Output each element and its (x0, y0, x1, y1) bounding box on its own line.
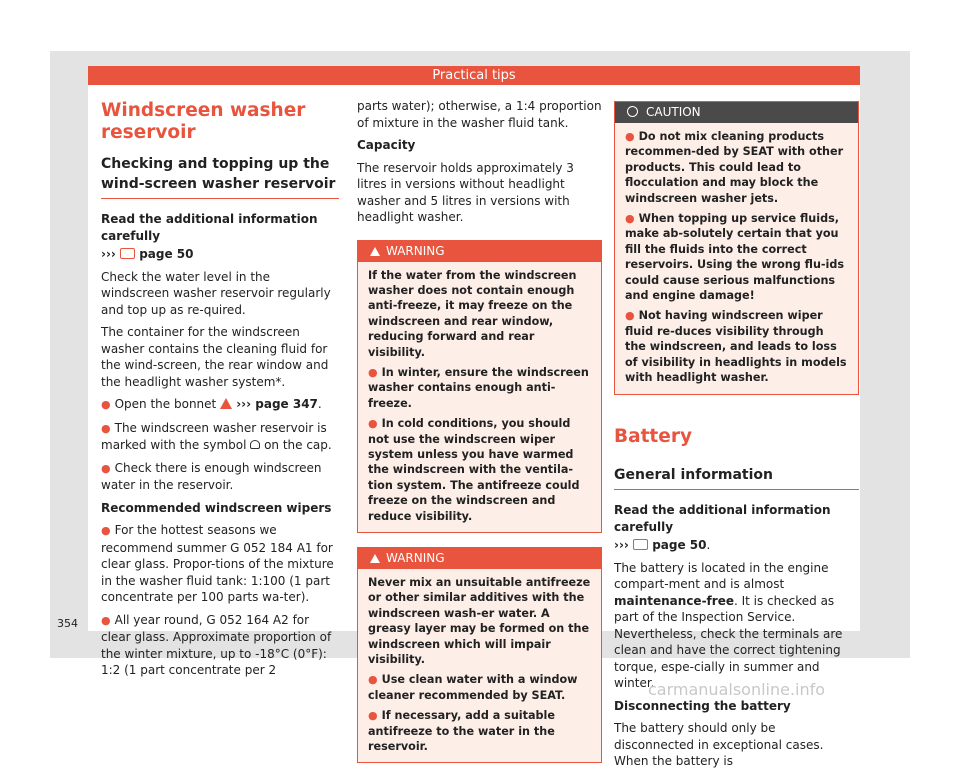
list-item: ● Do not mix cleaning products recommen-ded by SEAT with other products. This could lead to flocculation and may block the windscreen washer jets. (625, 130, 844, 205)
list-item: ● Open the bonnet ››› page 347. (101, 397, 322, 411)
bullet-icon: ● (625, 309, 635, 323)
warning-text: Never mix an unsuitable antifreeze or other similar additives with the windscreen wash-er water. A greasy layer may be formed on the windscreen which will impair visibility. (368, 576, 591, 667)
warning-body (358, 262, 601, 533)
column-1 (101, 98, 339, 685)
paragraph: The container for the windscreen washer contains the cleaning fluid for the wind-screen, the rear window and the headlight washer system*. (101, 325, 329, 389)
page-title: Windscreen washer reservoir (101, 100, 306, 143)
caution-body (615, 123, 858, 394)
paragraph: The battery should only be disconnected in exceptional cases. When the battery is (614, 721, 824, 768)
list-item: ● For the hottest seasons we recommend summer G 052 184 A1 for clear glass. Propor-tions of the mixture in the washer fluid tank: 1:100 (1 part concentrate per 100 parts wa-ter). (101, 523, 334, 604)
warning-box (357, 240, 602, 534)
read-more: Read the additional information carefully (101, 212, 318, 243)
watermark: carmanualsonline.info (648, 680, 826, 699)
subheading: Disconnecting the battery (614, 698, 791, 713)
warning-header: WARNING (358, 241, 601, 262)
caution-icon (627, 106, 638, 117)
section-subtitle: Checking and topping up the wind-screen washer reservoir (101, 154, 339, 199)
warning-icon (220, 398, 232, 409)
subheading: Capacity (357, 138, 416, 152)
bullet-icon: ● (625, 212, 635, 226)
warning-text: If the water from the windscreen washer does not contain enough anti-freeze, it may freeze on the windscreen and rear window, reducing forward and rear visibility. (368, 268, 577, 359)
list-item: ● The windscreen washer reservoir is marked with the symbol on the cap. (101, 420, 332, 452)
page-header: Practical tips (88, 66, 860, 85)
read-more: Read the additional information carefully (614, 503, 831, 534)
warning-box (357, 547, 602, 763)
list-item: ● In winter, ensure the windscreen washer contains enough anti-freeze. (368, 365, 589, 410)
bullet-icon: ● (368, 365, 378, 379)
paragraph: parts water); otherwise, a 1:4 proportion of mixture in the washer fluid tank. (357, 99, 602, 130)
list-item: ● Not having windscreen wiper fluid re-duces visibility through the windscreen, and leads to loss of visibility in headlights in models with headlight washer. (625, 309, 847, 385)
warning-icon (370, 247, 380, 256)
list-item: ● If necessary, add a suitable antifreeze to the water in the reservoir. (368, 709, 555, 754)
bullet-icon: ● (101, 398, 111, 411)
list-item: ● When topping up service fluids, make ab-solutely certain that you fill the fluids into the correct reservoirs. Using the wrong flu-ids could cause serious malfunctions and engine damage! (625, 212, 845, 303)
section-title: Battery (614, 425, 693, 447)
caution-header: CAUTION (615, 102, 858, 123)
list-item: ● Use clean water with a window cleaner recommended by SEAT. (368, 673, 578, 702)
page-number: 354 (57, 617, 78, 630)
bullet-icon: ● (101, 524, 111, 537)
caution-box (614, 101, 859, 395)
bullet-icon: ● (368, 417, 378, 431)
bullet-icon: ● (625, 130, 635, 143)
list-item: ● Check there is enough windscreen water in the reservoir. (101, 460, 322, 492)
paragraph: The battery is located in the engine compart-ment and is almost maintenance-free. It is checked as part of the Inspection Service. Nevertheless, check the terminals are clean and have the correct tightening torque, espe-cially in summer and winter. (614, 560, 843, 690)
bullet-icon: ● (101, 421, 111, 435)
warning-icon (370, 554, 380, 563)
section-subtitle: General information (614, 465, 859, 490)
column-3 (614, 101, 859, 776)
column-2 (357, 98, 602, 763)
warning-header: WARNING (358, 548, 601, 569)
paragraph: Check the water level in the windscreen washer reservoir regularly and top up as re-quired. (101, 269, 331, 317)
paragraph: The reservoir holds approximately 3 litres in versions without headlight washer and 5 litres in versions with headlight washer. (357, 160, 574, 224)
washer-symbol-icon (250, 440, 260, 449)
subheading: Recommended windscreen wipers (101, 500, 332, 515)
read-more-link[interactable]: ››› page 50 (101, 247, 194, 261)
list-item: ● In cold conditions, you should not use the windscreen wiper system unless you have warmed the windscreen with the ventila-tion system. The antifreeze could freeze on the windscreen and reduce visibility. (368, 417, 580, 523)
page-ref-link[interactable]: ››› page 347 (232, 397, 318, 411)
book-icon (633, 539, 648, 550)
bullet-icon: ● (101, 613, 111, 627)
read-more-link[interactable]: ››› page 50. (614, 538, 711, 552)
book-icon (120, 248, 135, 259)
bullet-icon: ● (101, 461, 111, 475)
bullet-icon: ● (368, 673, 378, 687)
list-item: ● All year round, G 052 164 A2 for clear glass. Approximate proportion of the winter mixture, up to -18°C (0°F): 1:2 (1 part concentrate per 2 (101, 612, 332, 677)
bullet-icon: ● (368, 709, 378, 723)
warning-body (358, 569, 601, 762)
